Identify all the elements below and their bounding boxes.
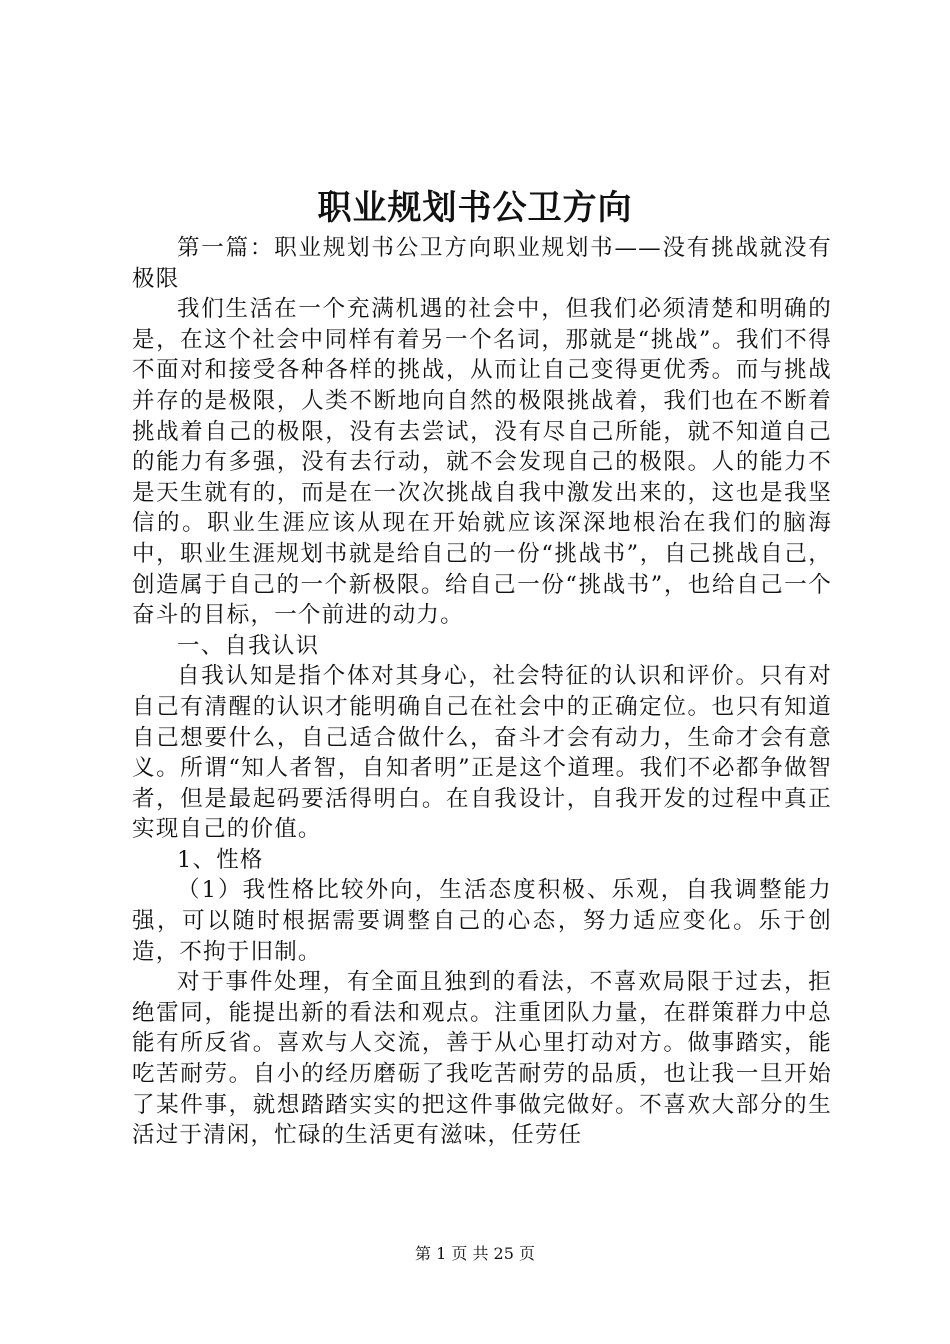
paragraph-event-handling: 对于事件处理，有全面且独到的看法，不喜欢局限于过去，拒绝雷同，能提出新的看法和观点。注重团队力量，在群策群力中总能有所反省。喜欢与人交流，善于从心里打动对方。做事踏实，能吃苦耐劳。自小的经历磨砺了我吃苦耐劳的品质，也让我一旦开始了某件事，就想踏踏实实的把这件事做完做好。不喜欢大部分的生活过于清闲，忙碌的生活更有滋味，任劳任 <box>132 969 832 1149</box>
paragraph-intro: 我们生活在一个充满机遇的社会中，但我们必须清楚和明确的是，在这个社会中同样有着另一个名词，那就是“挑战”。我们不得不面对和接受各种各样的挑战，从而让自己变得更优秀。而与挑战并存的是极限，人类不断地向自然的极限挑战着，我们也在不断着挑战着自己的极限，没有去尝试，没有尽自己所能，就不知道自己的能力有多强，没有去行动，就不会发现自己的极限。人的能力不是天生就有的，而是在一次次挑战自我中激发出来的，这也是我坚信的。职业生涯应该从现在开始就应该深深地根治在我们的脑海中，职业生涯规划书就是给自己的一份“挑战书”，自己挑战自己，创造属于自己的一个新极限。给自己一份“挑战书”，也给自己一个奋斗的目标，一个前进的动力。 <box>132 296 832 629</box>
subsection-heading-personality: 1、性格 <box>177 846 264 873</box>
paragraph-self-cognition: 自我认知是指个体对其身心，社会特征的认识和评价。只有对自己有清醒的认识才能明确自己在社会中的正确定位。也只有知道自己想要什么，自己适合做什么，奋斗才会有动力，生命才会有意义。所谓“知人者智，自知者明”正是这个道理。我们不必都争做智者，但是最起码要活得明白。在自我设计，自我开发的过程中真正实现自己的价值。 <box>132 663 832 843</box>
document-body <box>132 233 832 1151</box>
paragraph-personality-1: （1）我性格比较外向，生活态度积极、乐观，自我调整能力强，可以随时根据需要调整自己的心态，努力适应变化。乐于创造，不拘于旧制。 <box>132 877 832 965</box>
document-title: 职业规划书公卫方向 <box>317 188 633 228</box>
section-heading-self-awareness: 一、自我认识 <box>177 632 320 659</box>
paragraph-heading-first-chapter: 第一篇：职业规划书公卫方向职业规划书——没有挑战就没有极限 <box>132 235 832 292</box>
page-number-footer: 第 1 页 共 25 页 <box>415 1244 535 1263</box>
